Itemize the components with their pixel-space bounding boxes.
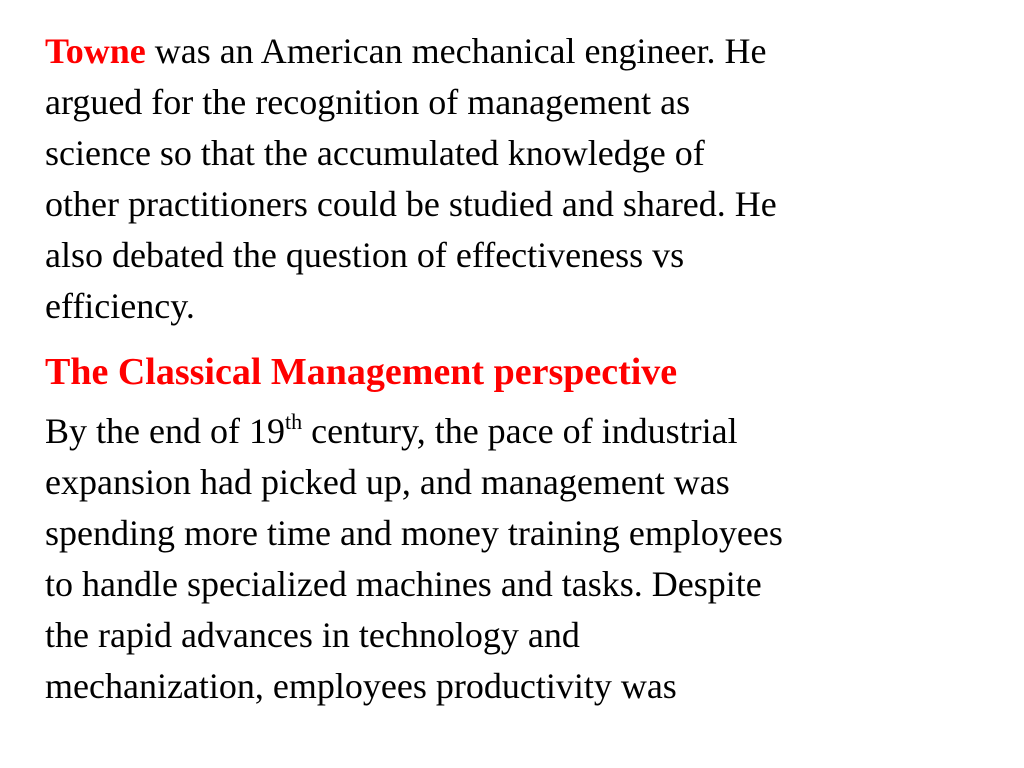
body-line: the rapid advances in technology and	[45, 615, 580, 655]
intro-line-text: was an American mechanical engineer. He	[145, 31, 767, 71]
intro-line: argued for the recognition of management as	[45, 82, 691, 122]
intro-line	[45, 26, 995, 77]
body-line: to handle specialized machines and tasks. Despite	[45, 564, 762, 604]
section-heading: The Classical Management perspective	[45, 351, 678, 393]
body-paragraph	[45, 406, 995, 712]
slide-content	[45, 26, 995, 712]
highlight-name: Towne	[45, 31, 146, 71]
body-line	[45, 406, 995, 457]
body-line: mechanization, employees productivity was	[45, 666, 677, 706]
intro-line: also debated the question of effectiveness vs	[45, 235, 685, 275]
intro-line: other practitioners could be studied and shared. He	[45, 184, 777, 224]
body-line: spending more time and money training employees	[45, 513, 783, 553]
body-line-text: By the end of 19	[45, 411, 285, 451]
body-line-text: century, the pace of industrial	[302, 411, 738, 451]
ordinal-superscript: th	[284, 409, 303, 434]
intro-line: efficiency.	[45, 286, 195, 326]
body-line: expansion had picked up, and management was	[45, 462, 730, 502]
intro-paragraph	[45, 26, 995, 332]
intro-line: science so that the accumulated knowledge of	[45, 133, 705, 173]
